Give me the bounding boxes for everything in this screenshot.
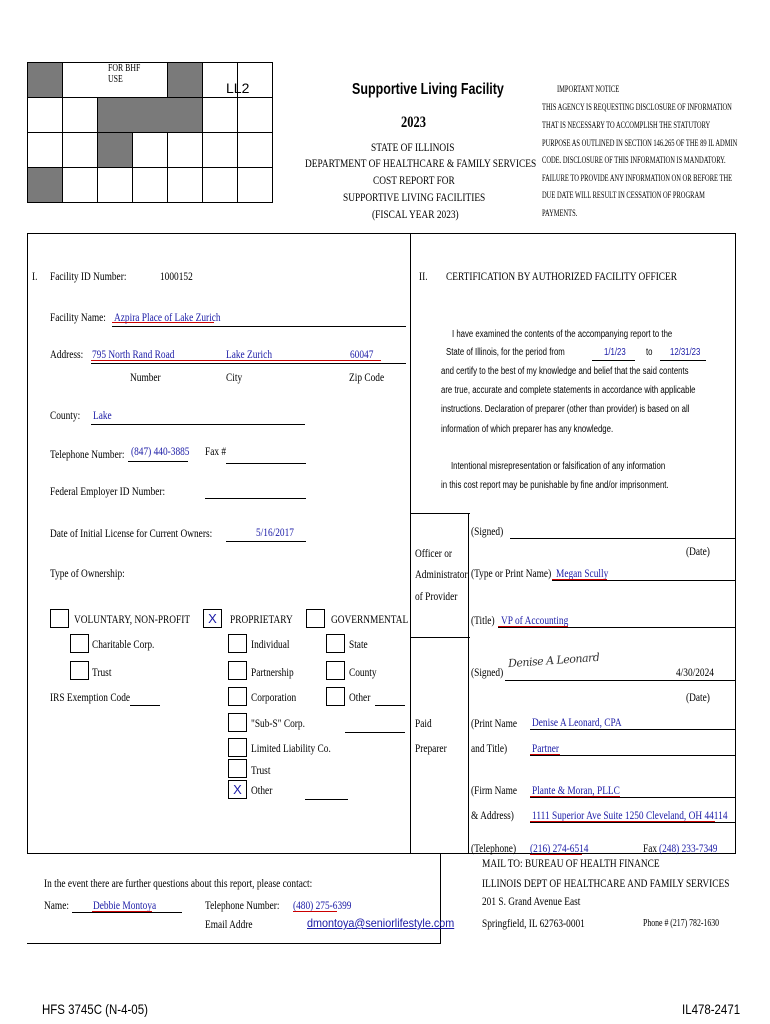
firm-name-label: (Firm Name bbox=[471, 783, 518, 797]
governmental-checkbox[interactable] bbox=[306, 609, 325, 628]
report-heading-2: SUPPORTIVE LIVING FACILITIES bbox=[343, 190, 486, 204]
firm-address-redline bbox=[530, 821, 715, 822]
certification-text: I have examined the contents of the accompanying report to the bbox=[452, 329, 673, 340]
proprietary-checkbox[interactable] bbox=[203, 609, 222, 628]
report-heading-1: COST REPORT FOR bbox=[373, 173, 455, 187]
contact-email-label: Email Addre bbox=[205, 917, 253, 931]
governmental-label: GOVERNMENTAL bbox=[331, 612, 409, 626]
state-label: State bbox=[349, 637, 368, 651]
notice-line: DUE DATE WILL RESULT IN CESSATION OF PROGRAM bbox=[542, 190, 705, 200]
preparer-label: Paid bbox=[415, 716, 432, 730]
preparer-redline bbox=[530, 754, 560, 755]
firm-address-label: & Address) bbox=[471, 808, 514, 822]
fein-label: Federal Employer ID Number: bbox=[50, 484, 166, 498]
officer-signature-field[interactable] bbox=[510, 524, 735, 539]
preparer-fax-value: (248) 233-7349 bbox=[659, 841, 718, 855]
notice-line: CODE. DISCLOSURE OF THIS INFORMATION IS MANDATORY. bbox=[542, 155, 726, 165]
form-id: IL478-2471 bbox=[682, 1001, 741, 1017]
certification-text: are true, accurate and complete statements in accordance with applicable bbox=[441, 385, 696, 396]
officer-box-inner bbox=[468, 513, 469, 853]
section-1-number: I. bbox=[32, 269, 38, 283]
address-zip-value: 60047 bbox=[350, 347, 374, 361]
officer-box-left bbox=[410, 513, 411, 853]
proprietary-label: PROPRIETARY bbox=[230, 612, 293, 626]
other-specify-field[interactable] bbox=[305, 785, 348, 800]
print-name-label: (Print Name bbox=[471, 716, 518, 730]
other-gov-field[interactable] bbox=[375, 692, 405, 706]
state-checkbox[interactable] bbox=[326, 634, 345, 653]
warning-text: Intentional misrepresentation or falsification of any information bbox=[451, 461, 666, 472]
section-2-number: II. bbox=[419, 269, 428, 283]
voluntary-label: VOLUNTARY, NON-PROFIT bbox=[74, 612, 191, 626]
trust-checkbox[interactable] bbox=[70, 661, 89, 680]
certification-text: instructions. Declaration of preparer (other than provider) is based on all bbox=[441, 404, 690, 415]
preparer-label: Preparer bbox=[415, 741, 447, 755]
llc-label: Limited Liability Co. bbox=[251, 741, 331, 755]
preparer-telephone-value: (216) 274-6514 bbox=[530, 841, 589, 855]
contact-box-bottom bbox=[27, 943, 441, 944]
period-from-value: 1/1/23 bbox=[604, 347, 626, 358]
other-checkbox[interactable] bbox=[228, 780, 247, 799]
preparer-title-field[interactable] bbox=[530, 740, 735, 756]
address-number-value: 795 North Rand Road bbox=[92, 347, 175, 361]
notice-line: THIS AGENCY IS REQUESTING DISCLOSURE OF INFORMATION bbox=[542, 102, 732, 112]
notice-line: FAILURE TO PROVIDE ANY INFORMATION ON OR BEFORE THE bbox=[542, 173, 733, 183]
officer-name-label: (Type or Print Name) bbox=[471, 566, 552, 580]
officer-name-redline bbox=[552, 579, 607, 580]
department-heading: DEPARTMENT OF HEALTHCARE & FAMILY SERVICES bbox=[305, 156, 537, 170]
individual-checkbox[interactable] bbox=[228, 634, 247, 653]
fax-field[interactable] bbox=[226, 446, 306, 464]
irs-exemption-field[interactable] bbox=[130, 692, 160, 706]
mail-to-line: 201 S. Grand Avenue East bbox=[482, 894, 581, 908]
fiscal-year-heading: (FISCAL YEAR 2023) bbox=[372, 207, 459, 221]
preparer-telephone-label: (Telephone) bbox=[471, 841, 517, 855]
facility-name-label: Facility Name: bbox=[50, 310, 106, 324]
individual-label: Individual bbox=[251, 637, 290, 651]
mail-to-line: Springfield, IL 62763-0001 bbox=[482, 916, 585, 930]
county-gov-label: County bbox=[349, 665, 377, 679]
contact-intro: In the event there are further questions about this report, please contact: bbox=[44, 876, 313, 890]
main-frame-left bbox=[27, 233, 28, 853]
section-2-title: CERTIFICATION BY AUTHORIZED FACILITY OFFICER bbox=[446, 269, 678, 283]
notice-line: PURPOSE AS OUTLINED IN SECTION 146.265 OF THE 89 IL ADMIN bbox=[542, 138, 738, 148]
certification-text: State of Illinois, for the period from bbox=[446, 347, 565, 358]
license-date-value: 5/16/2017 bbox=[256, 525, 294, 539]
county-gov-checkbox[interactable] bbox=[326, 661, 345, 680]
officer-date-label: (Date) bbox=[686, 544, 710, 558]
other-check-mark: X bbox=[233, 782, 242, 797]
section-divider bbox=[410, 233, 411, 513]
zip-caption: Zip Code bbox=[349, 370, 385, 384]
officer-box-top bbox=[410, 513, 470, 514]
contact-name-redline bbox=[92, 911, 152, 912]
facility-id-value: 1000152 bbox=[160, 269, 193, 283]
ownership-label: Type of Ownership: bbox=[50, 566, 125, 580]
officer-signed-label: (Signed) bbox=[471, 524, 504, 538]
state-heading: STATE OF ILLINOIS bbox=[371, 140, 455, 154]
telephone-value: (847) 440-3885 bbox=[131, 444, 190, 458]
officer-label: Administrator bbox=[415, 567, 468, 581]
firm-address-value: 1111 Superior Ave Suite 1250 Cleveland, OH 44114 bbox=[532, 808, 728, 822]
warning-text: in this cost report may be punishable by fine and/or imprisonment. bbox=[441, 480, 669, 491]
fax-label: Fax # bbox=[205, 444, 227, 458]
period-to-value: 12/31/23 bbox=[670, 347, 701, 358]
main-frame-top bbox=[27, 233, 736, 234]
county-label: County: bbox=[50, 408, 81, 422]
corporation-checkbox[interactable] bbox=[228, 687, 247, 706]
certification-text: information of which preparer has any knowledge. bbox=[441, 424, 614, 435]
form-title: Supportive Living Facility bbox=[352, 81, 504, 98]
county-field[interactable] bbox=[91, 407, 305, 425]
officer-box-mid bbox=[410, 637, 470, 638]
facility-name-redline bbox=[112, 322, 214, 323]
county-value: Lake bbox=[93, 408, 112, 422]
address-redline bbox=[91, 360, 381, 361]
form-code: LL2 bbox=[226, 80, 250, 96]
mail-to-phone: Phone # (217) 782-1630 bbox=[643, 918, 720, 929]
contact-phone-value: (480) 275-6399 bbox=[293, 898, 352, 912]
contact-name-value: Debbie Montoya bbox=[93, 898, 157, 912]
period-to-word: to bbox=[646, 347, 653, 358]
telephone-label: Telephone Number: bbox=[50, 447, 125, 461]
trust2-checkbox[interactable] bbox=[228, 759, 247, 778]
partnership-checkbox[interactable] bbox=[228, 661, 247, 680]
contact-email-value[interactable]: dmontoya@seniorlifestyle.com bbox=[307, 916, 455, 930]
officer-label: of Provider bbox=[415, 589, 458, 603]
contact-phone-redline bbox=[293, 911, 337, 912]
license-date-label: Date of Initial License for Current Owners: bbox=[50, 526, 213, 540]
trust2-label: Trust bbox=[251, 763, 271, 777]
irs-exemption-label: IRS Exemption Code bbox=[50, 690, 131, 704]
other-label: Other bbox=[251, 783, 273, 797]
mail-to-line: ILLINOIS DEPT OF HEALTHCARE AND FAMILY SERVICES bbox=[482, 876, 730, 890]
firm-name-value: Plante & Moran, PLLC bbox=[532, 783, 620, 797]
officer-name-value: Megan Scully bbox=[556, 566, 609, 580]
firm-name-redline bbox=[530, 796, 620, 797]
preparer-title-value: Partner bbox=[532, 741, 560, 755]
preparer-date-label: (Date) bbox=[686, 690, 710, 704]
mail-to-line: MAIL TO: BUREAU OF HEALTH FINANCE bbox=[482, 856, 660, 870]
form-year: 2023 bbox=[401, 114, 426, 131]
preparer-fax-label: Fax bbox=[643, 841, 658, 855]
charitable-checkbox[interactable] bbox=[70, 634, 89, 653]
telephone-redline bbox=[530, 854, 582, 855]
officer-label: Officer or bbox=[415, 546, 452, 560]
city-caption: City bbox=[226, 370, 243, 384]
form-number: HFS 3745C (N-4-05) bbox=[42, 1001, 148, 1017]
subs-corp-label: "Sub-S" Corp. bbox=[251, 716, 305, 730]
contact-name-label: Name: bbox=[44, 898, 69, 912]
main-frame-bottom bbox=[27, 853, 736, 854]
llc-checkbox[interactable] bbox=[228, 738, 247, 757]
subs-corp-checkbox[interactable] bbox=[228, 713, 247, 732]
officer-title-redline bbox=[498, 626, 568, 627]
facility-id-label: Facility ID Number: bbox=[50, 269, 127, 283]
for-bhf-use-label: FOR BHF USE bbox=[108, 63, 141, 85]
charitable-label: Charitable Corp. bbox=[92, 637, 155, 651]
address-city-value: Lake Zurich bbox=[226, 347, 272, 361]
officer-title-label: (Title) bbox=[471, 613, 495, 627]
fein-field[interactable] bbox=[205, 481, 306, 499]
subs-corp-field[interactable] bbox=[345, 718, 405, 733]
other-gov-checkbox[interactable] bbox=[326, 687, 345, 706]
officer-title-value: VP of Accounting bbox=[501, 613, 569, 627]
notice-line: PAYMENTS. bbox=[542, 208, 578, 218]
notice-line: THAT IS NECESSARY TO ACCOMPLISH THE STATUTORY bbox=[542, 120, 711, 130]
contact-phone-label: Telephone Number: bbox=[205, 898, 280, 912]
trust-label: Trust bbox=[92, 665, 112, 679]
proprietary-check-mark: X bbox=[208, 611, 217, 626]
preparer-signed-date: 4/30/2024 bbox=[676, 665, 714, 679]
and-title-label: and Title) bbox=[471, 741, 508, 755]
partnership-label: Partnership bbox=[251, 665, 294, 679]
number-caption: Number bbox=[130, 370, 161, 384]
voluntary-checkbox[interactable] bbox=[50, 609, 69, 628]
preparer-signed-label: (Signed) bbox=[471, 665, 504, 679]
main-frame-right bbox=[735, 233, 736, 853]
other-gov-label: Other bbox=[349, 690, 371, 704]
certification-text: and certify to the best of my knowledge and belief that the said contents bbox=[441, 366, 689, 377]
preparer-signature: Denise A Leonard bbox=[507, 650, 600, 671]
notice-title: IMPORTANT NOTICE bbox=[557, 84, 620, 94]
facility-name-value: Azpira Place of Lake Zurich bbox=[114, 310, 221, 324]
corporation-label: Corporation bbox=[251, 690, 297, 704]
address-label: Address: bbox=[50, 347, 84, 361]
preparer-name-value: Denise A Leonard, CPA bbox=[532, 715, 622, 729]
